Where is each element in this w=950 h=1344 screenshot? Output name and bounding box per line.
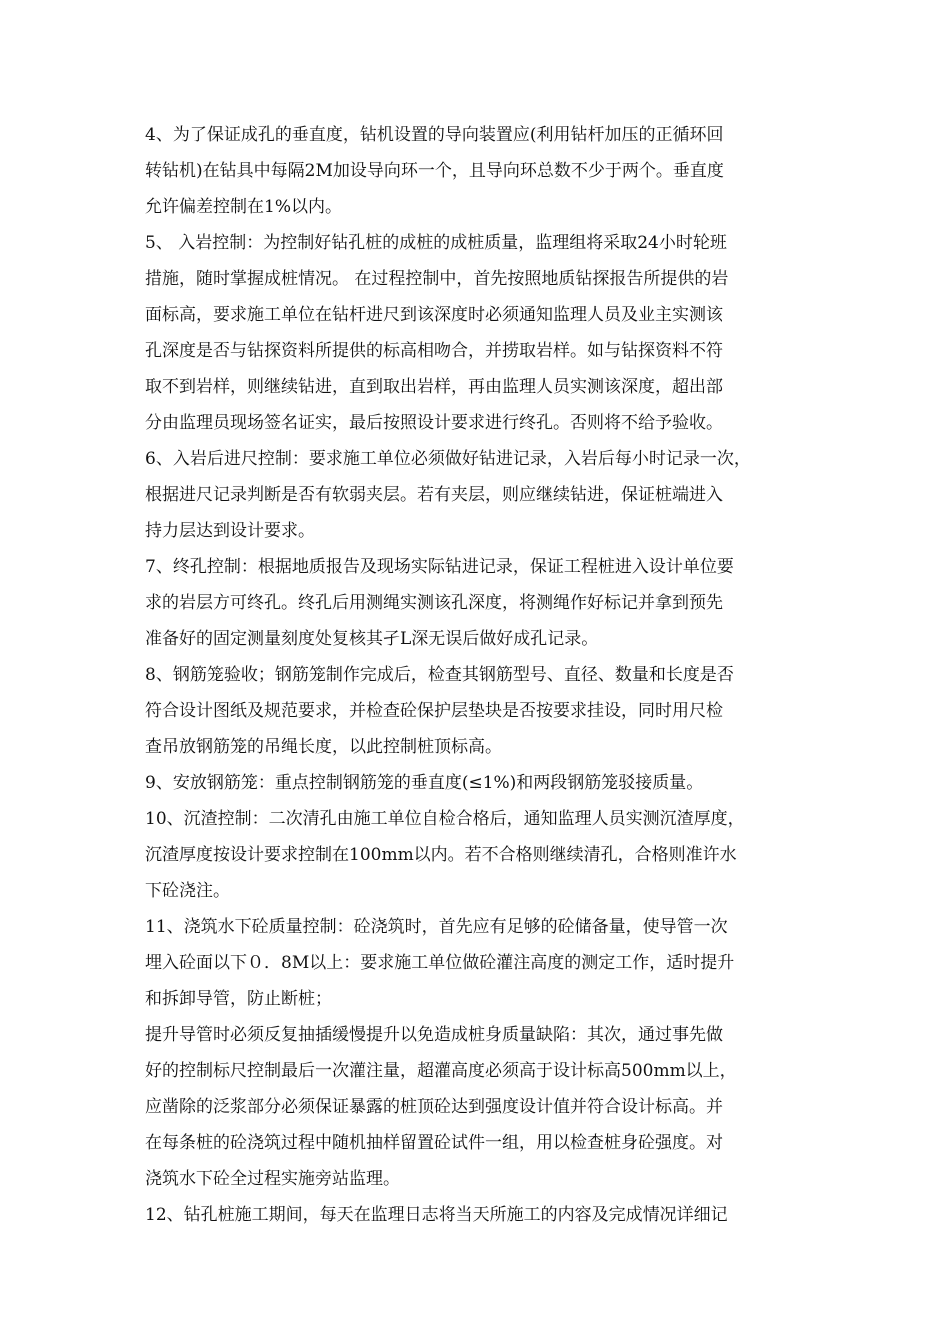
text-line: 埋入砼面以下０．8M以上：要求施工单位做砼灌注高度的测定工作，适时提升 — [145, 953, 735, 973]
text-line: 求的岩层方可终孔。终孔后用测绳实测该孔深度，将测绳作好标记并拿到预先 — [145, 593, 723, 613]
text-line: 8、钢筋笼验收；钢筋笼制作完成后，检查其钢筋型号、直径、数量和长度是否 — [145, 665, 734, 685]
text-line: 分由监理员现场签名证实，最后按照设计要求进行终孔。否则将不给予验收。 — [145, 413, 723, 433]
text-line: 转钻机)在钻具中每隔2M加设导向环一个，且导向环总数不少于两个。垂直度 — [145, 161, 724, 181]
text-line: 5、 入岩控制：为控制好钻孔桩的成桩的成桩质量，监理组将采取24小时轮班 — [145, 233, 727, 253]
text-line: 11、浇筑水下砼质量控制：砼浇筑时，首先应有足够的砼储备量，使导管一次 — [145, 917, 728, 937]
text-line: 沉渣厚度按设计要求控制在100mm以内。若不合格则继续清孔，合格则准许水 — [145, 845, 737, 865]
text-line: 9、安放钢筋笼：重点控制钢筋笼的垂直度(≤1%)和两段钢筋笼驳接质量。 — [145, 773, 704, 793]
text-line: 面标高，要求施工单位在钻杆进尺到该深度时必须通知监理人员及业主实测该 — [145, 305, 723, 325]
text-line: 根据进尺记录判断是否有软弱夹层。若有夹层，则应继续钻进，保证桩端进入 — [145, 485, 723, 505]
text-line: 和拆卸导管，防止断桩； — [145, 989, 332, 1009]
text-line: 下砼浇注。 — [145, 881, 230, 901]
text-line: 4、为了保证成孔的垂直度，钻机设置的导向装置应(利用钻杆加压的正循环回 — [145, 125, 724, 145]
text-line: 浇筑水下砼全过程实施旁站监理。 — [145, 1169, 400, 1189]
text-line: 10、沉渣控制：二次清孔由施工单位自检合格后，通知监理人员实测沉渣厚度， — [145, 809, 745, 829]
text-line: 6、入岩后进尺控制：要求施工单位必须做好钻进记录，入岩后每小时记录一次， — [145, 449, 751, 469]
text-line: 孔深度是否与钻探资料所提供的标高相吻合，并捞取岩样。如与钻探资料不符 — [145, 341, 723, 361]
text-line: 提升导管时必须反复抽插缓慢提升以免造成桩身质量缺陷：其次，通过事先做 — [145, 1025, 723, 1045]
text-line: 应凿除的泛浆部分必须保证暴露的桩顶砼达到强度设计值并符合设计标高。并 — [145, 1097, 723, 1117]
document-body — [145, 117, 825, 1233]
text-line: 取不到岩样，则继续钻进，直到取出岩样，再由监理人员实测该深度，超出部 — [145, 377, 723, 397]
text-line: 措施，随时掌握成桩情况。 在过程控制中，首先按照地质钻探报告所提供的岩 — [145, 269, 729, 289]
text-line: 在每条桩的砼浇筑过程中随机抽样留置砼试件一组，用以检查桩身砼强度。对 — [145, 1133, 723, 1153]
text-line: 12、钻孔桩施工期间，每天在监理日志将当天所施工的内容及完成情况详细记 — [145, 1205, 728, 1225]
text-line: 7、终孔控制：根据地质报告及现场实际钻进记录，保证工程桩进入设计单位要 — [145, 557, 734, 577]
text-line: 持力层达到设计要求。 — [145, 521, 315, 541]
text-line: 准备好的固定测量刻度处复核其孑L深无误后做好成孔记录。 — [145, 629, 599, 649]
text-line: 允许偏差控制在1%以内。 — [145, 197, 342, 217]
text-line: 好的控制标尺控制最后一次灌注量，超灌高度必须高于设计标高500mm以上， — [145, 1061, 737, 1081]
text-line: 查吊放钢筋笼的吊绳长度，以此控制桩顶标高。 — [145, 737, 502, 757]
text-line: 符合设计图纸及规范要求，并检查砼保护层垫块是否按要求挂设，同时用尺检 — [145, 701, 723, 721]
